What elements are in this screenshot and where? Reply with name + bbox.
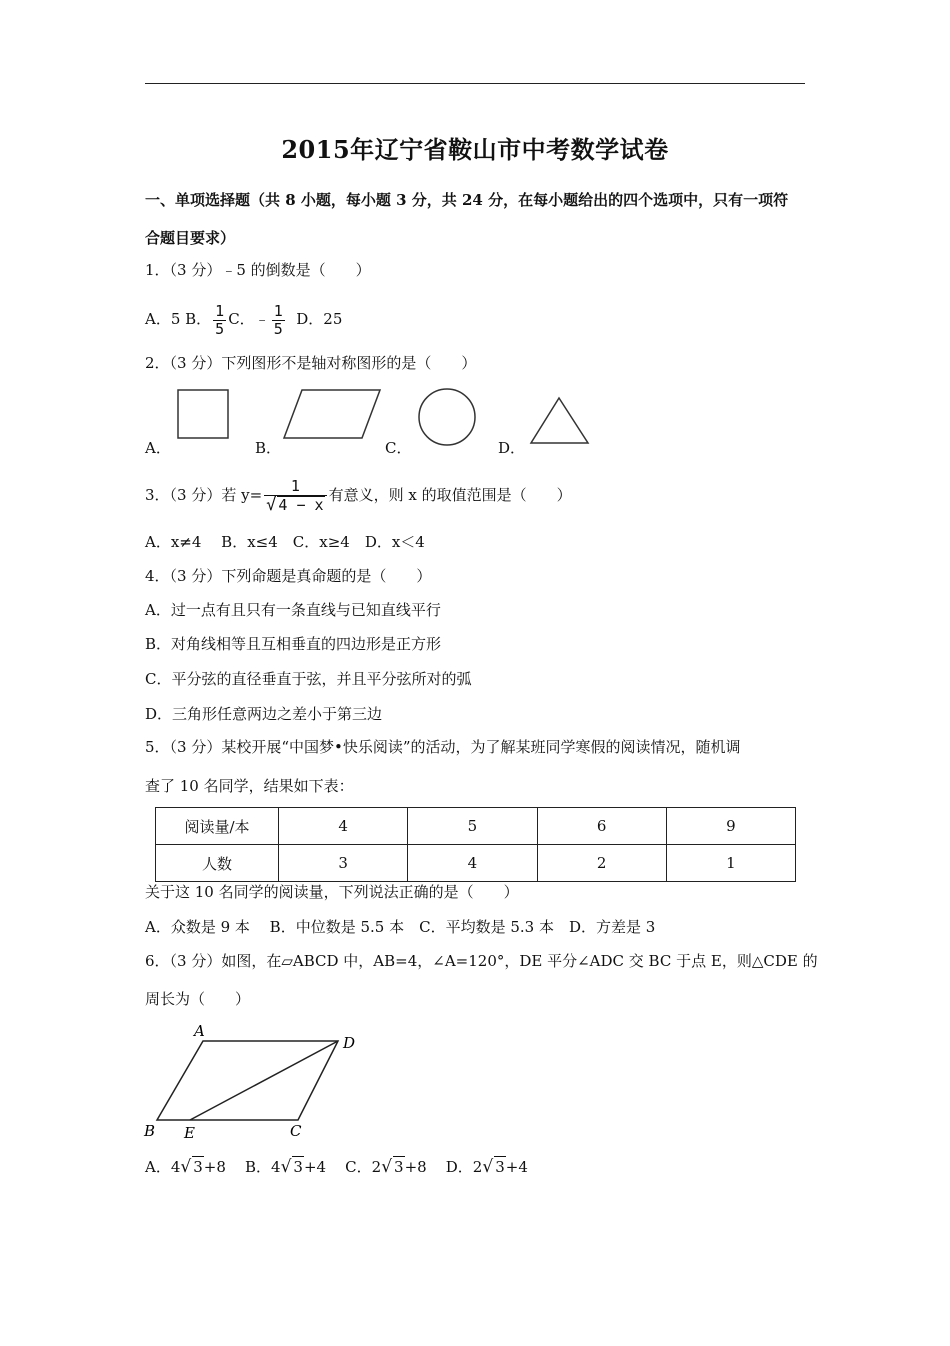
reading-table: [155, 807, 796, 882]
q3-options: A．x≠4 B．x≤4 C．x≥4 D．x＜4: [145, 533, 425, 551]
q2-label-a: A．: [145, 439, 171, 457]
table-cell: 1: [666, 845, 795, 882]
q4-option-d: D．三角形任意两边之差小于第三边: [145, 705, 383, 723]
section-heading: 一、单项选择题（共 8 小题，每小题 3 分，共 24 分，在每小题给出的四个选项中，只有一项符: [145, 191, 789, 209]
table-cell: 9: [666, 808, 795, 845]
q1-stem: 1．（3 分）﹣5 的倒数是（ ）: [145, 261, 371, 279]
q1-frac-b: $\frac{1}{5}$: [215, 301, 225, 338]
q2-stem: 2．（3 分）下列图形不是轴对称图形的是（ ）: [145, 354, 477, 372]
table-cell: 6: [537, 808, 666, 845]
q1-opt-d: D．25: [296, 310, 343, 328]
q4-stem: 4．（3 分）下列命题是真命题的是（ ）: [145, 567, 432, 585]
q1-opt-a: A．5 B．: [145, 310, 212, 328]
parallelogram-diagram: [140, 1020, 380, 1145]
q2-label-d: D．: [498, 439, 526, 457]
q6-stem-2: 周长为（ ）: [145, 990, 251, 1008]
table-cell: 4: [408, 845, 537, 882]
point-b-label: B: [144, 1122, 156, 1140]
point-c-label: C: [290, 1122, 302, 1140]
table-row: [156, 808, 796, 845]
q5-stem-1: 5．（3 分）某校开展“中国梦•快乐阅读”的活动，为了解某班同学寒假的阅读情况，随机调: [145, 738, 741, 756]
circle-figure: [419, 389, 475, 445]
q1-opt-c: C．﹣: [228, 310, 270, 328]
square-figure: [178, 390, 228, 438]
q6-stem-1: 6．（3 分）如图，在▱ABCD 中，AB=4，∠A=120°，DE 平分∠ADC 交 BC 于点 E，则△CDE 的: [145, 952, 818, 970]
abcd-outline: [157, 1041, 338, 1120]
q3-fraction: $\frac{1}{√ 4 - x}$: [264, 478, 326, 514]
q4-option-b: B．对角线相等且互相垂直的四边形是正方形: [145, 635, 442, 653]
q5-after: 关于这 10 名同学的阅读量，下列说法正确的是（ ）: [145, 883, 519, 901]
point-e-label: E: [184, 1124, 195, 1142]
q2-label-c: C．: [385, 439, 412, 457]
header-rule: [145, 83, 805, 84]
q5-stem-2: 查了 10 名同学，结果如下表：: [145, 777, 354, 795]
table-cell: 2: [537, 845, 666, 882]
q1-options: [145, 302, 342, 338]
table-cell: 5: [408, 808, 537, 845]
triangle-figure: [531, 398, 588, 443]
q5-options: A．众数是 9 本 B．中位数是 5.5 本 C．平均数是 5.3 本 D．方差是 3: [145, 918, 656, 936]
table-cell: 人数: [156, 845, 279, 882]
q2-label-b: B．: [255, 439, 282, 457]
table-cell: 阅读量/本: [156, 808, 279, 845]
segment-de: [190, 1041, 338, 1120]
page-title: 2015年辽宁省鞍山市中考数学试卷: [281, 135, 669, 164]
point-a-label: A: [194, 1022, 205, 1040]
q3-stem: 3．（3 分）若 y= $\frac{1}{√ 4 - x}$ 有意义，则 x 的取值范围是（ ）: [145, 477, 572, 515]
parallelogram-figure: [284, 390, 380, 438]
section-heading-cont: 合题目要求）: [145, 229, 236, 247]
table-cell: 3: [279, 845, 408, 882]
q4-option-c: C．平分弦的直径垂直于弦，并且平分弦所对的弧: [145, 670, 472, 688]
point-d-label: D: [343, 1034, 356, 1052]
q4-option-a: A．过一点有且只有一条直线与已知直线平行: [145, 601, 441, 619]
q1-frac-c: $\frac{1}{5}$: [273, 301, 283, 338]
table-row: [156, 845, 796, 882]
table-cell: 4: [279, 808, 408, 845]
q6-options: A．4√ 3+8 B．4√ 3+4 C．2√ 3+8 D．2√ 3+4: [145, 1157, 528, 1177]
